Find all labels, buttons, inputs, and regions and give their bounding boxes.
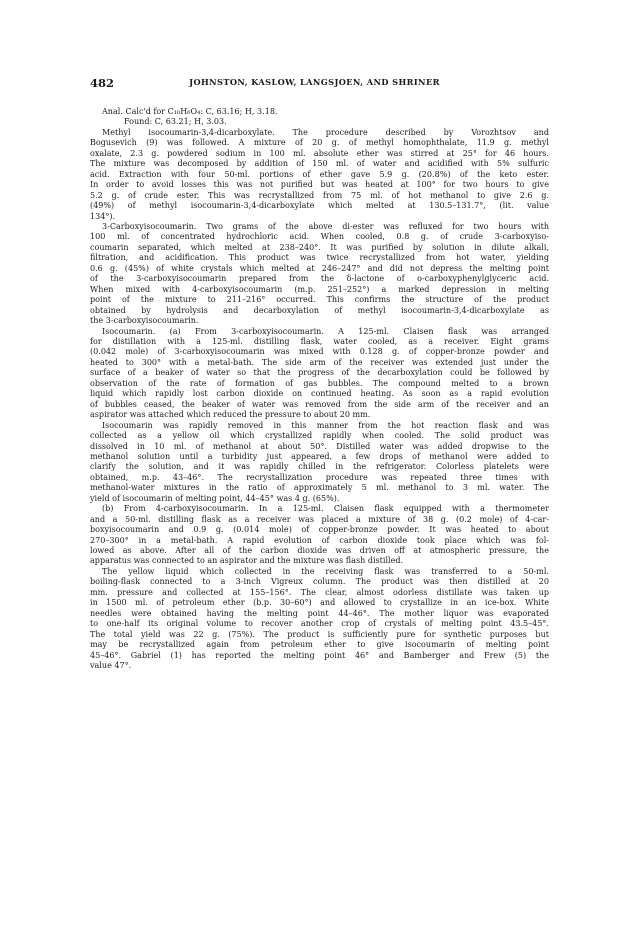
- running-title: JOHNSTON, KASLOW, LANGSJOEN, AND SHRINER: [189, 77, 440, 87]
- text-line: Isocoumarin. (a) From 3-carboxyisocoumarin. A 125-ml. Claisen flask was arranged: [102, 326, 549, 336]
- text-line: methanol solution until a turbidity just appeared, a few drops of methanol were added to: [90, 451, 549, 461]
- text-line: may be recrystallized again from petroleum ether to give isocoumarin of melting point: [90, 640, 549, 650]
- text-line: observation of the rate of formation of gas bubbles. The compound melted to a brown: [90, 378, 549, 388]
- text-line: obtained by hydrolysis and decarboxylation of methyl isocoumarin-3,4-dicarboxylate as: [90, 305, 549, 315]
- text-line: mm. pressure and collected at 155–156°. The clear, almost odorless distillate was taken up: [90, 587, 549, 597]
- text-line: heated to 300° with a metal-bath. The side arm of the receiver was extended just under the: [90, 357, 549, 367]
- text-line: and a 50-ml. distilling flask as a receiver was placed a mixture of 38 g. (0.2 mole) of 4-car-: [90, 514, 549, 524]
- text-line: coumarin separated, which melted at 238–240°. It was purified by solution in dilute alkali,: [90, 242, 549, 252]
- text-line: (49%) of methyl isocoumarin-3,4-dicarboxylate which melted at 130.5–131.7°, (lit. value: [90, 201, 549, 211]
- text-line: yield of isocoumarin of melting point, 44–45° was 4 g. (65%).: [90, 493, 340, 503]
- text-line: 0.6 g. (45%) of white crystals which melted at 246–247° and did not depress the melting point: [90, 263, 549, 273]
- text-line: methanol-water mixtures in the ratio of approximately 5 ml. methanol to 3 ml. water. The: [90, 483, 549, 493]
- text-line: for distillation with a 125-ml. distilling flask, water cooled, as a receiver. Eight grams: [90, 336, 549, 346]
- text-line: The mixture was decomposed by addition of 150 ml. of water and acidified with 5% sulfuric: [90, 159, 549, 169]
- text-line: needles were obtained having the melting point 44–46°. The mother liquor was evaporated: [90, 608, 549, 618]
- text-line: 100 ml. of concentrated hydrochloric acid. When cooled, 0.8 g. of crude 3-carboxyiso-: [90, 232, 549, 242]
- text-line: (b) From 4-carboxyisocoumarin. In a 125-ml. Claisen flask equipped with a thermometer: [102, 504, 549, 514]
- text-line: liquid which rapidly lost carbon dioxide on continued heating. As soon as a rapid evolution: [90, 389, 549, 399]
- text-line: point of the mixture to 211–216° occurred. This confirms the structure of the product: [90, 295, 549, 305]
- text-line: When mixed with 4-carboxyisocoumarin (m.p. 251–252°) a marked depression in melting: [90, 284, 549, 294]
- text-line: obtained, m.p. 43–46°. The recrystallization procedure was repeated three times with: [90, 472, 549, 482]
- text-line: (0.042 mole) of 3-carboxyisocoumarin was mixed with 0.128 g. of copper-bronze powder and: [90, 347, 549, 357]
- text-line: aspirator was attached which reduced the pressure to about 20 mm.: [90, 410, 371, 420]
- text-line: boxyisocoumarin and 0.9 g. (0.014 mole) of copper-bronze powder. It was heated to about: [90, 525, 549, 535]
- text-line: surface of a beaker of water so that the progress of the decarboxylation could be followed by: [90, 368, 549, 378]
- text-line: 270–300° in a metal-bath. A rapid evolution of carbon dioxide took place which was fol-: [90, 535, 549, 545]
- text-line: in 1500 ml. of petroleum ether (b.p. 30–60°) and allowed to crystallize in an ice-box. White: [90, 598, 549, 608]
- text-line: In order to avoid losses this was not purified but was heated at 100° for two hours to give: [90, 180, 549, 190]
- text-line: acid. Extraction with four 50-ml. portions of ether gave 5.9 g. (20.8%) of the keto ester.: [90, 169, 549, 179]
- text-line: Bogusevich (9) was followed. A mixture of 20 g. of methyl homophthalate, 11.9 g. methyl: [90, 138, 549, 148]
- text-line: boiling-flask connected to a 3-inch Vigreux column. The product was then distilled at 20: [90, 577, 549, 587]
- text-line: The yellow liquid which collected in the receiving flask was transferred to a 50-ml.: [102, 566, 549, 576]
- text-line: 5.2 g. of crude ester. This was recrystallized from 75 ml. of hot methanol to give 2.6 g.: [90, 190, 549, 200]
- page-number: 482: [90, 76, 115, 90]
- text-line: filtration, and acidification. This product was twice recrystallized from hot water, yielding: [90, 253, 549, 263]
- body-text: [90, 107, 549, 671]
- text-line: 45–46°. Gabriel (1) has reported the melting point 46° and Bamberger and Frew (5) the: [90, 650, 549, 660]
- text-line: Anal. Calc'd for C₁₀H₆O₄: C, 63.16; H, 3.18.: [102, 107, 278, 116]
- text-line: 3-Carboxyisocoumarin. Two grams of the above di-ester was refluxed for two hours with: [102, 221, 549, 231]
- text-line: The total yield was 22 g. (75%). The product is sufficiently pure for synthetic purposes but: [90, 629, 549, 639]
- text-line: oxalate, 2.3 g. powdered sodium in 100 ml. absolute ether was stirred at 25° for 46 hours.: [90, 148, 549, 158]
- text-line: of the 3-carboxyisocoumarin prepared from the δ-lactone of o-carboxyphenylglyceric acid.: [90, 274, 549, 284]
- page-header: [90, 76, 539, 90]
- text-line: apparatus was connected to an aspirator and the mixture was flash distilled.: [90, 556, 404, 566]
- text-line: collected as a yellow oil which crystallized rapidly when cooled. The solid product was: [90, 431, 549, 441]
- text-line: Isocoumarin was rapidly removed in this manner from the hot reaction flask and was: [102, 420, 549, 430]
- text-line: dissolved in 10 ml. of methanol at about 50°. Distilled water was added dropwise to the: [90, 441, 549, 451]
- text-line: the 3-carboxyisocoumarin.: [90, 316, 199, 326]
- text-line: Methyl isocoumarin-3,4-dicarboxylate. The procedure described by Vorozhtsov and: [102, 127, 549, 137]
- text-line: 134°).: [90, 211, 116, 221]
- text-line: to one-half its original volume to recover another crop of crystals of melting point 43.5–45°.: [90, 619, 549, 629]
- text-line: clarify the solution, and it was rapidly chilled in the refrigerator. Colorless platelets were: [90, 462, 549, 472]
- text-line: value 47°.: [90, 661, 132, 671]
- text-line: lowed as above. After all of the carbon dioxide was driven off at atmospheric pressure, the: [90, 546, 549, 556]
- text-line: of bubbles ceased, the beaker of water was removed from the side arm of the receiver and an: [90, 399, 549, 409]
- text-line: Found: C, 63.21; H, 3.03.: [124, 117, 227, 127]
